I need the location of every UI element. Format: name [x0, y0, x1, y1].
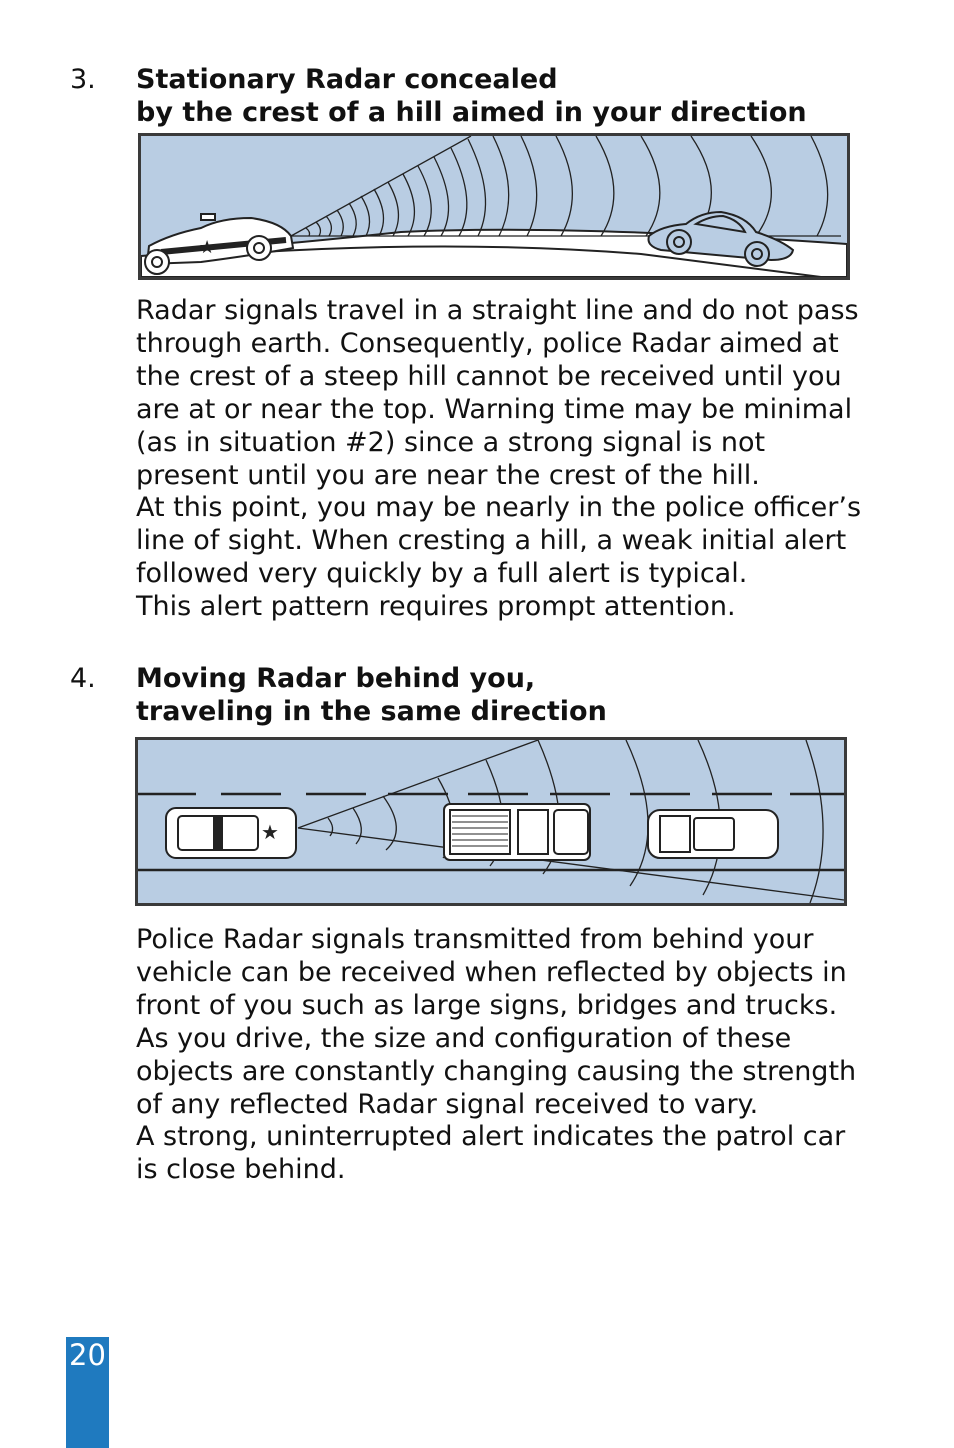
- pickup-truck: [444, 804, 590, 860]
- paragraph-line: line of sight. When cresting a hill, a weak initial alert: [136, 525, 847, 557]
- section-3-number: 3.: [70, 64, 96, 95]
- paragraph-line: front of you such as large signs, bridges and trucks.: [136, 989, 838, 1021]
- paragraph-line: present until you are near the crest of the hill.: [136, 459, 760, 491]
- moving-radar-illustration: [135, 737, 847, 906]
- paragraph-line: followed very quickly by a full alert is typical.: [136, 558, 748, 590]
- paragraph-line: At this point, you may be nearly in the police officer’s: [136, 492, 862, 524]
- paragraph-line: are at or near the top. Warning time may be minimal: [136, 393, 853, 425]
- radar-beam-arcs: [291, 136, 841, 236]
- paragraph-line: is close behind.: [136, 1154, 346, 1186]
- paragraph-line: This alert pattern requires prompt attention.: [136, 591, 736, 623]
- section-4-title-line-2: traveling in the same direction: [136, 696, 607, 727]
- section-3-title-line-1: Stationary Radar concealed: [136, 64, 558, 95]
- police-car: [166, 808, 296, 858]
- paragraph-line: A strong, uninterrupted alert indicates the patrol car: [136, 1121, 846, 1153]
- paragraph-line: the crest of a steep hill cannot be received until you: [136, 360, 842, 392]
- paragraph-line: of any reflected Radar signal received to vary.: [136, 1088, 759, 1120]
- paragraph-line: (as in situation #2) since a strong signal is not: [136, 426, 766, 458]
- section-3-title-line-2: by the crest of a hill aimed in your direction: [136, 97, 807, 128]
- hill-radar-illustration: [138, 133, 850, 280]
- paragraph-line: objects are constantly changing causing the strength: [136, 1055, 857, 1087]
- section-4-title-line-1: Moving Radar behind you,: [136, 663, 536, 694]
- svg-text:★: ★: [261, 820, 279, 844]
- page-number: 20: [69, 1338, 106, 1372]
- paragraph-line: Police Radar signals transmitted from behind your: [136, 924, 814, 955]
- your-car: [648, 810, 778, 858]
- section-4-paragraph: [136, 924, 856, 1187]
- paragraph-line: As you drive, the size and configuration of these: [136, 1022, 792, 1054]
- paragraph-line: vehicle can be received when reflected by objects in: [136, 956, 847, 988]
- paragraph-line: Radar signals travel in a straight line and do not pass: [136, 295, 859, 326]
- page-number-tab: [66, 1337, 109, 1448]
- section-4-number: 4.: [70, 663, 96, 694]
- section-3-paragraph: [136, 295, 862, 624]
- paragraph-line: through earth. Consequently, police Radar aimed at: [136, 327, 839, 359]
- svg-text:★: ★: [199, 237, 216, 258]
